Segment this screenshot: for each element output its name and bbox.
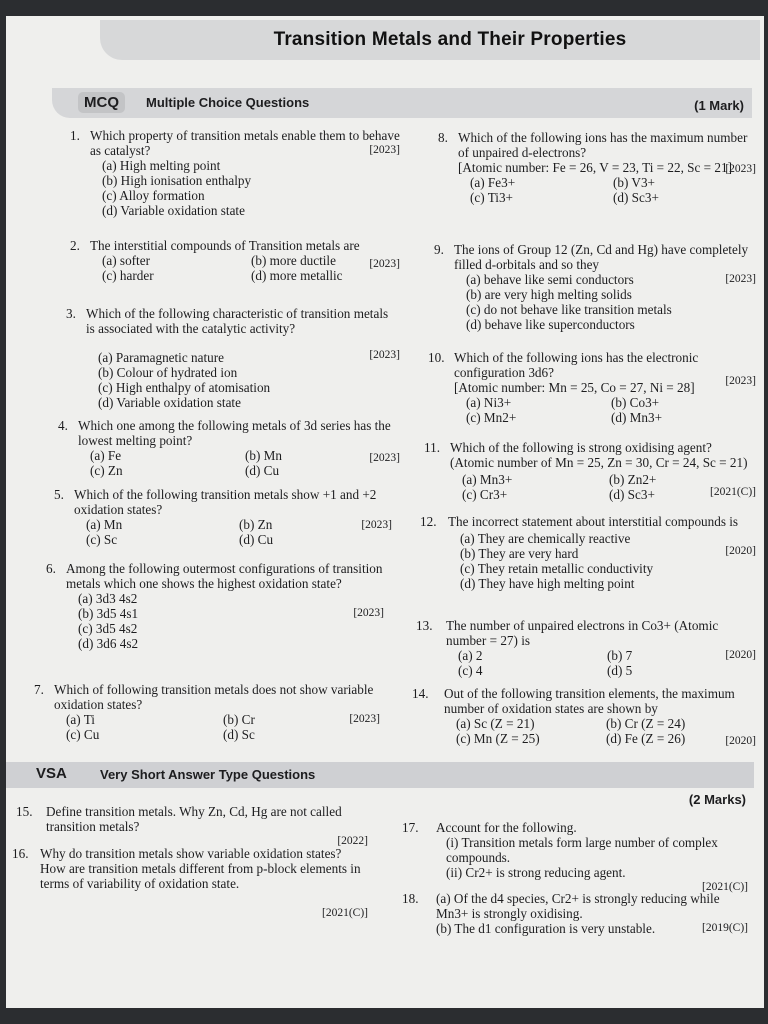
- options: [102, 253, 400, 283]
- vsa-section-header: [6, 762, 754, 807]
- question-number: 7.: [34, 682, 44, 697]
- question-number: 5.: [54, 487, 64, 502]
- option-b: (b) They are very hard: [460, 546, 579, 561]
- question-text: The ions of Group 12 (Zn, Cd and Hg) have completely filled d-orbitals and so they: [454, 242, 749, 272]
- question-note: [Atomic number: Mn = 25, Co = 27, Ni = 28]: [454, 380, 695, 395]
- option-d: (d) Cu: [245, 463, 280, 478]
- question-4: [58, 418, 400, 478]
- question-year: [2021(C)]: [710, 486, 756, 498]
- option-c: (c) High enthalpy of atomisation: [98, 380, 271, 395]
- option-c: (c) Zn: [90, 463, 123, 478]
- vsa-marks: (2 Marks): [688, 792, 746, 807]
- question-year: [2019(C)]: [702, 922, 748, 934]
- question-14: [412, 686, 756, 746]
- option-a: (a) They are chemically reactive: [460, 531, 631, 546]
- question-16: [12, 846, 368, 919]
- mcq-label: Multiple Choice Questions: [146, 95, 310, 110]
- options: [470, 175, 756, 205]
- question-number: 2.: [70, 238, 80, 253]
- option-d: (d) Cu: [239, 532, 274, 547]
- option-a: (a) Ti: [66, 712, 95, 727]
- option-c: (c) 4: [458, 663, 483, 678]
- option-d: (d) Sc3+: [609, 487, 655, 502]
- question-year: [2023]: [361, 519, 392, 531]
- option-a: (a) Paramagnetic nature: [98, 350, 224, 365]
- page-title: [100, 20, 760, 60]
- option-d: (d) Mn3+: [611, 410, 663, 425]
- question-year: [2020]: [725, 545, 756, 557]
- option-a: (a) Mn: [86, 517, 123, 532]
- option-c: (c) harder: [102, 268, 154, 283]
- question-5: [54, 487, 392, 547]
- option-b: (b) Zn2+: [609, 472, 657, 487]
- option-c: (c) Sc: [86, 532, 118, 547]
- options: [86, 517, 392, 547]
- question-text: Which of following transition metals does not show variable oxidation states?: [54, 682, 374, 712]
- question-text: Out of the following transition elements, the maximum number of oxidation states are shown by: [444, 686, 735, 716]
- options: [98, 350, 400, 410]
- question-11: [424, 440, 756, 502]
- option-b: (b) Colour of hydrated ion: [98, 365, 238, 380]
- question-text: The interstitial compounds of Transition metals are: [90, 238, 360, 253]
- options: [102, 158, 400, 218]
- question-3: [66, 306, 400, 410]
- option-b: (b) Zn: [239, 517, 273, 532]
- question-text: Why do transition metals show variable oxidation states? How are transition metals different from p-block elements in terms of variability of oxidation state.: [40, 846, 361, 891]
- question-17: [402, 820, 748, 893]
- question-10: [428, 350, 756, 425]
- vsa-tag: VSA: [36, 765, 67, 782]
- textbook-page: [6, 16, 764, 1008]
- question-year: [2020]: [725, 735, 756, 747]
- options: [460, 531, 756, 591]
- option-c: (c) Cr3+: [462, 487, 508, 502]
- question-year: [2023]: [369, 144, 400, 156]
- question-text: The number of unpaired electrons in Co3+ (Atomic number = 27) is: [446, 618, 719, 648]
- question-note: [Atomic number: Fe = 26, V = 23, Ti = 22, Sc = 21]: [458, 160, 732, 175]
- option-d: (d) 3d6 4s2: [78, 636, 139, 651]
- option-b: (b) V3+: [613, 175, 655, 190]
- question-year: [2023]: [725, 375, 756, 387]
- question-number: 1.: [70, 128, 80, 143]
- question-year: [2023]: [353, 607, 384, 619]
- options: [78, 591, 384, 651]
- option-d: (d) behave like superconductors: [466, 317, 635, 332]
- option-a: (a) High melting point: [102, 158, 221, 173]
- question-7: [34, 682, 380, 742]
- question-part-b: (b) The d1 configuration is very unstable.: [436, 921, 656, 936]
- option-c: (c) Alloy formation: [102, 188, 205, 203]
- question-text: Account for the following.: [436, 820, 577, 835]
- option-d: (d) Sc3+: [613, 190, 659, 205]
- question-text: Which one among the following metals of 3d series has the lowest melting point?: [78, 418, 391, 448]
- question-number: 4.: [58, 418, 68, 433]
- question-text: Which of the following ions has the maximum number of unpaired d-electrons?: [458, 130, 748, 160]
- options: [466, 395, 756, 425]
- question-number: 16.: [12, 846, 29, 861]
- option-a: (a) softer: [102, 253, 150, 268]
- option-c: (c) do not behave like transition metals: [466, 302, 672, 317]
- option-b: (b) Mn: [245, 448, 282, 463]
- question-year: [2023]: [349, 713, 380, 725]
- question-number: 14.: [412, 686, 429, 701]
- option-a: (a) 3d3 4s2: [78, 591, 138, 606]
- question-number: 12.: [420, 514, 437, 529]
- question-number: 18.: [402, 891, 419, 906]
- question-text: Among the following outermost configurations of transition metals which one shows the highest oxidation state?: [66, 561, 383, 591]
- question-note: (Atomic number of Mn = 25, Zn = 30, Cr = 24, Sc = 21): [450, 455, 748, 470]
- options: [66, 712, 380, 742]
- question-text: Which of the following transition metals show +1 and +2 oxidation states?: [74, 487, 377, 517]
- option-d: (d) 5: [607, 663, 633, 678]
- question-2: [70, 238, 400, 283]
- options: [90, 448, 400, 478]
- options: [456, 716, 756, 746]
- question-year: [2020]: [725, 649, 756, 661]
- question-number: 10.: [428, 350, 445, 365]
- mcq-section-header: [52, 88, 752, 118]
- question-number: 3.: [66, 306, 76, 321]
- question-9: [434, 242, 756, 332]
- option-a: (a) 2: [458, 648, 483, 663]
- question-text: Which property of transition metals enable them to behave as catalyst?: [90, 128, 400, 158]
- question-number: 13.: [416, 618, 433, 633]
- question-15: [16, 804, 368, 847]
- question-number: 8.: [438, 130, 448, 145]
- question-year: [2023]: [369, 258, 400, 270]
- option-c: (c) 3d5 4s2: [78, 621, 138, 636]
- question-part-ii: (ii) Cr2+ is strong reducing agent.: [446, 865, 626, 880]
- question-text: Which of the following characteristic of transition metals is associated with the catalytic activity?: [86, 306, 389, 336]
- options: [466, 272, 756, 332]
- question-1: [70, 128, 400, 218]
- option-d: (d) Sc: [223, 727, 255, 742]
- option-d: (d) more metallic: [251, 268, 343, 283]
- question-year: [2023]: [725, 273, 756, 285]
- option-c: (c) Cu: [66, 727, 100, 742]
- option-b: (b) Co3+: [611, 395, 660, 410]
- option-b: (b) Cr: [223, 712, 255, 727]
- option-c: (c) Mn (Z = 25): [456, 731, 540, 746]
- option-a: (a) Ni3+: [466, 395, 512, 410]
- option-a: (a) Mn3+: [462, 472, 513, 487]
- question-number: 15.: [16, 804, 33, 819]
- option-d: (d) Fe (Z = 26): [606, 731, 686, 746]
- question-part-a: (a) Of the d4 species, Cr2+ is strongly reducing while Mn3+ is strongly oxidising.: [436, 891, 720, 921]
- option-c: (c) They retain metallic conductivity: [460, 561, 654, 576]
- option-a: (a) behave like semi conductors: [466, 272, 634, 287]
- option-d: (d) Variable oxidation state: [98, 395, 241, 410]
- question-year: [2021(C)]: [322, 907, 368, 919]
- vsa-label: Very Short Answer Type Questions: [100, 767, 316, 782]
- option-b: (b) High ionisation enthalpy: [102, 173, 252, 188]
- question-year: [2021(C)]: [702, 881, 748, 893]
- option-b: (b) more ductile: [251, 253, 336, 268]
- question-13: [416, 618, 756, 678]
- page-title-text: Transition Metals and Their Properties: [273, 29, 627, 50]
- question-year: [2023]: [369, 349, 400, 361]
- mcq-marks: (1 Mark): [694, 98, 744, 113]
- question-number: 9.: [434, 242, 444, 257]
- question-number: 17.: [402, 820, 419, 835]
- option-b: (b) 7: [607, 648, 633, 663]
- option-b: (b) Cr (Z = 24): [606, 716, 686, 731]
- question-number: 11.: [424, 440, 440, 455]
- question-6: [46, 561, 384, 651]
- option-c: (c) Ti3+: [470, 190, 513, 205]
- options: [458, 648, 756, 678]
- question-8: [438, 130, 756, 205]
- question-text: Which of the following ions has the electronic configuration 3d6?: [454, 350, 699, 380]
- question-part-i: (i) Transition metals form large number of complex compounds.: [446, 835, 718, 865]
- option-a: (a) Fe: [90, 448, 122, 463]
- question-text: Define transition metals. Why Zn, Cd, Hg are not called transition metals?: [46, 804, 342, 834]
- option-d: (d) They have high melting point: [460, 576, 635, 591]
- option-b: (b) are very high melting solids: [466, 287, 632, 302]
- question-12: [420, 514, 756, 591]
- question-text: The incorrect statement about interstitial compounds is: [448, 514, 739, 529]
- mcq-tag: MCQ: [78, 92, 125, 113]
- option-d: (d) Variable oxidation state: [102, 203, 245, 218]
- option-c: (c) Mn2+: [466, 410, 517, 425]
- question-year: [2023]: [369, 452, 400, 464]
- question-year: [2023]: [725, 163, 756, 175]
- question-18: [402, 891, 748, 936]
- option-a: (a) Fe3+: [470, 175, 516, 190]
- question-year: [2022]: [337, 835, 368, 847]
- question-text: Which of the following is strong oxidising agent?: [450, 440, 712, 455]
- question-number: 6.: [46, 561, 56, 576]
- option-a: (a) Sc (Z = 21): [456, 716, 535, 731]
- option-b: (b) 3d5 4s1: [78, 606, 139, 621]
